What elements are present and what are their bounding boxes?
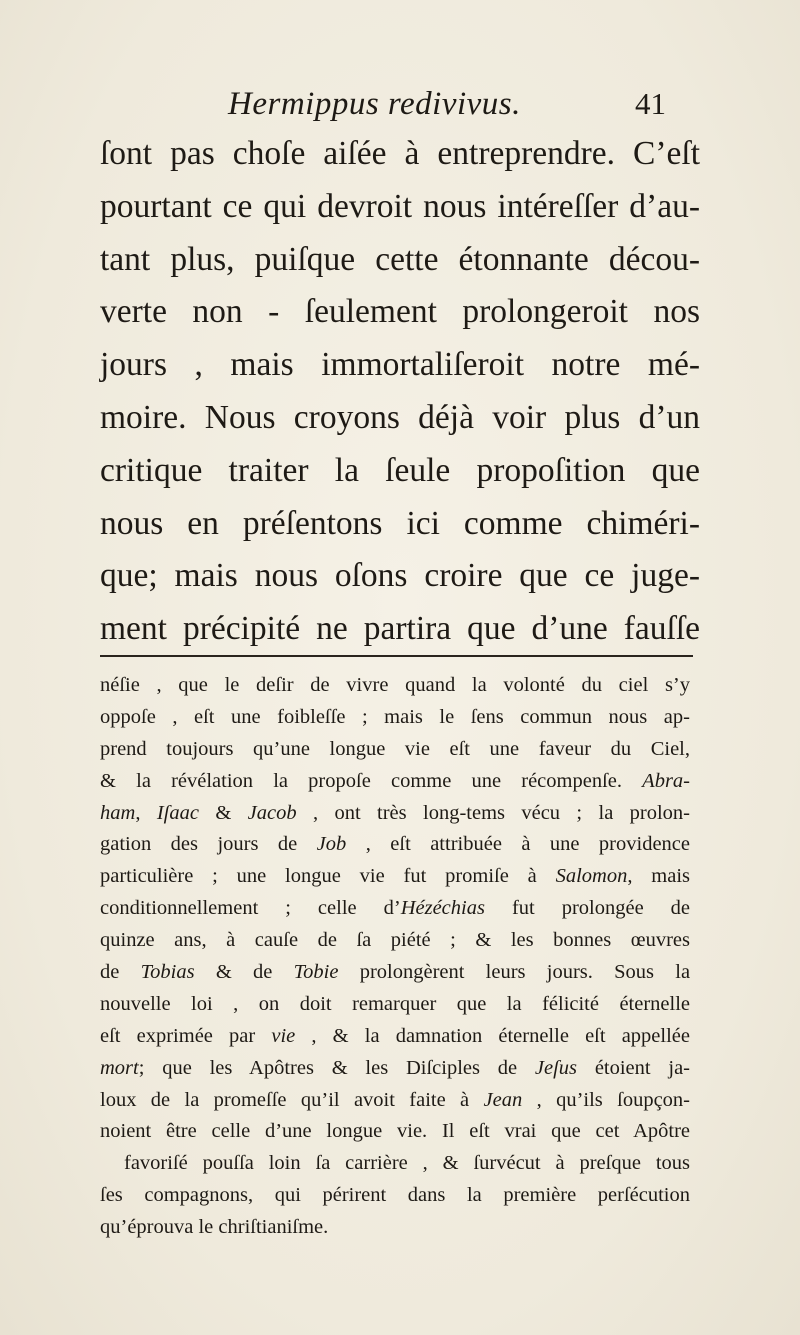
running-title: Hermippus redivivus. bbox=[228, 86, 521, 122]
text-line: jours , mais immortaliſeroit notre mé- bbox=[100, 346, 700, 384]
footnote-line: nouvelle loi , on doit remarquer que la félicité éternelle bbox=[100, 992, 690, 1015]
page-header bbox=[100, 86, 700, 130]
footnote-line: qu’éprouva le chriſtianiſme. bbox=[100, 1216, 329, 1239]
text-line: ſont pas choſe aiſée à entreprendre. C’eſt bbox=[100, 135, 700, 172]
text-line: tant plus, puiſque cette étonnante décou- bbox=[100, 240, 700, 278]
footnote-line: quinze ans, à cauſe de ſa piété ; & les bonnes œuvres bbox=[100, 929, 690, 952]
text-line: pourtant ce qui devroit nous intéreſſer d’au- bbox=[100, 187, 700, 225]
text-line: ment précipité ne partira que d’une fauſſe bbox=[100, 610, 700, 648]
footnote-line: particulière ; une longue vie fut promiſe à Salomon, mais bbox=[100, 865, 690, 888]
footnote-line: loux de la promeſſe qu’il avoit faite à Jean , qu’ils ſoupçon- bbox=[100, 1088, 690, 1111]
main-text-block bbox=[100, 128, 700, 656]
footnote-line: ſes compagnons, qui périrent dans la première perſécution bbox=[100, 1184, 690, 1207]
text-line: moire. Nous croyons déjà voir plus d’un bbox=[100, 398, 700, 436]
text-line: verte non - ſeulement prolongeroit nos bbox=[100, 293, 700, 331]
text-line: critique traiter la ſeule propoſition que bbox=[100, 451, 700, 489]
footnote-line: néſie , que le deſir de vivre quand la volonté du ciel s’y bbox=[100, 674, 690, 696]
footnote-line: conditionnellement ; celle d’Hézéchias fut prolongée de bbox=[100, 897, 690, 920]
footnote-line: mort; que les Apôtres & les Diſciples de Jeſus étoient ja- bbox=[100, 1056, 690, 1079]
footnote-line: de Tobias & de Tobie prolongèrent leurs jours. Sous la bbox=[100, 961, 691, 984]
page-number: 41 bbox=[635, 86, 666, 121]
footnote-line: prend toujours qu’une longue vie eſt une faveur du Ciel, bbox=[100, 737, 690, 760]
footnote-line: noient être celle d’une longue vie. Il eſt vrai que cet Apôtre bbox=[100, 1120, 690, 1143]
footnote-line: oppoſe , eſt une foibleſſe ; mais le ſens commun nous ap- bbox=[100, 705, 690, 728]
text-line: que; mais nous oſons croire que ce juge- bbox=[100, 557, 700, 595]
footnote-line: favoriſé pouſſa loin ſa carrière , & ſurvécut à preſque tous bbox=[124, 1152, 690, 1175]
footnote-line: gation des jours de Job , eſt attribuée à une providence bbox=[100, 833, 690, 856]
footnote-line: ham, Iſaac & Jacob , ont très long-tems vécu ; la prolon- bbox=[100, 801, 691, 824]
footnote-line: eſt exprimée par vie , & la damnation éternelle eſt appellée bbox=[100, 1024, 690, 1047]
footnote-separator-rule bbox=[100, 655, 693, 657]
footnote-line: & la révélation la propoſe comme une récompenſe. Abra- bbox=[100, 769, 690, 792]
text-line: nous en préſentons ici comme chiméri- bbox=[100, 504, 700, 542]
footnote-block bbox=[100, 670, 690, 1244]
